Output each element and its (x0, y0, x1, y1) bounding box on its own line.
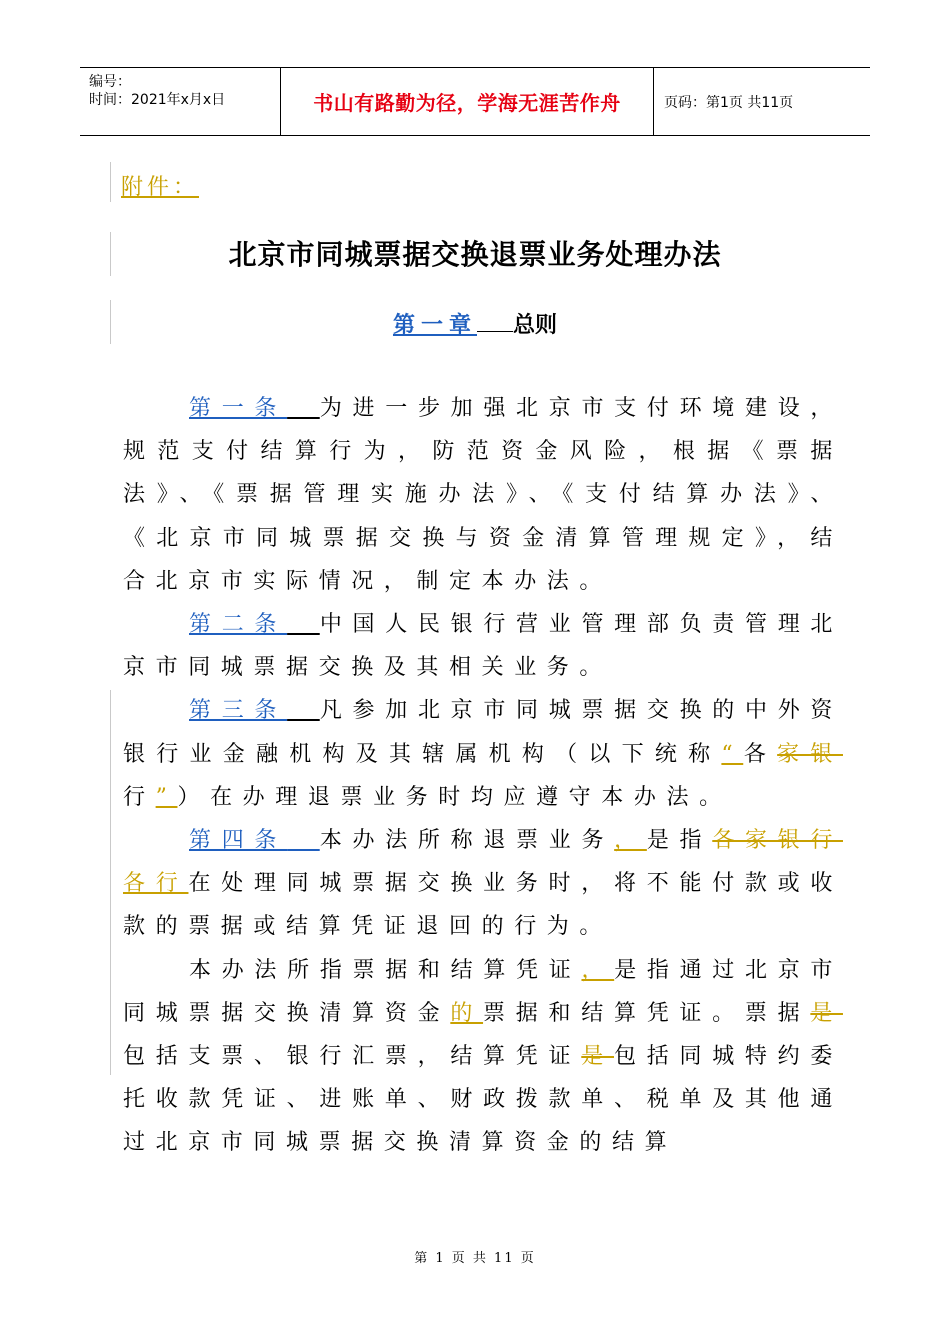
article-label: 第三条 (189, 698, 288, 724)
change-bar (110, 690, 111, 1075)
article-label: 第一条 (189, 396, 288, 421)
inserted-text: “ (721, 741, 744, 767)
page-footer: 第 1 页 共 11 页 (414, 1251, 536, 1266)
inserted-text: 的 (450, 1000, 484, 1026)
deleted-text: 是 (581, 1044, 614, 1070)
article-text: 为进一步加强北京市支付环境建设，规范支付结算行为，防范资金风险，根据《票据法》、《票据管理实施办法》、《支付结算办法》、《北京市同城票据交换与资金清算管理规定》，结合北京市实际情况，制定本办法。 (123, 396, 843, 594)
inserted-text: ， (581, 957, 615, 983)
article-text: 各 (743, 741, 778, 767)
chapter-number: 第一章 (392, 312, 477, 338)
inserted-text: ” (155, 784, 178, 810)
document-title: 北京市同城票据交换退票业务处理办法 (228, 238, 722, 271)
paragraph-5 (123, 949, 843, 1165)
deleted-text: 是 (810, 1000, 843, 1026)
attachment-label: 附件： (121, 175, 200, 200)
article-1 (123, 387, 843, 603)
document-body (123, 387, 843, 1165)
underline-gap (287, 828, 320, 853)
header-number-label: 编号： (89, 74, 131, 90)
article-3 (123, 689, 843, 819)
chapter-gap-underline (477, 313, 513, 332)
article-4 (123, 819, 843, 949)
header-motto-cell (281, 68, 654, 135)
article-text: 是指 (646, 828, 713, 854)
underline-gap (287, 396, 320, 421)
article-text: 票据和结算凭证。票据 (483, 1000, 811, 1026)
header-table (80, 67, 870, 136)
inserted-text: ， (614, 828, 647, 854)
article-2 (123, 603, 843, 689)
article-label: 第四条 (189, 828, 288, 854)
article-text: 包括同城特约委托收款凭证、进账单、财政拨款单、税单及其他通过北京市同城票据交换清算资金的结算 (123, 1044, 843, 1156)
change-bar (110, 162, 111, 202)
article-text: 中国人民银行营业管理部负责管理北京市同城票据交换及其相关业务。 (123, 612, 843, 681)
article-text: 本办法所称退票业务 (319, 828, 615, 854)
deleted-text: 家银 (777, 741, 843, 767)
chapter-heading (0, 308, 950, 339)
article-text: 包括支票、银行汇票，结算凭证 (123, 1044, 582, 1070)
deleted-text: 各家银行 (712, 828, 843, 854)
article-text: 在处理同城票据交换业务时，将不能付款或收款的票据或结算凭证退回的行为。 (123, 871, 843, 940)
inserted-text: 各行 (123, 871, 189, 897)
header-meta-cell (80, 68, 281, 135)
header-page-cell (654, 68, 870, 135)
header-motto: 书山有路勤为径，学海无涯苦作舟 (313, 91, 621, 115)
header-page-info: 页码：第1页 共11页 (664, 94, 794, 111)
article-text: 是指通过北京市同城票据交换清算资金 (123, 957, 844, 1026)
chapter-title: 总则 (513, 312, 558, 338)
header-time-label: 时间：2021年x月x日 (89, 92, 226, 108)
article-text: 凡参加北京市同城票据交换的中外资银行业金融机构及其辖属机构（以下统称 (123, 698, 843, 767)
article-label: 第二条 (189, 612, 288, 638)
article-text: 本办法所指票据和结算凭证 (189, 957, 582, 983)
underline-gap (287, 698, 320, 723)
article-text: 行 (123, 784, 156, 810)
underline-gap (287, 612, 320, 637)
article-text: ）在办理退票业务时均应遵守本办法。 (177, 784, 732, 810)
